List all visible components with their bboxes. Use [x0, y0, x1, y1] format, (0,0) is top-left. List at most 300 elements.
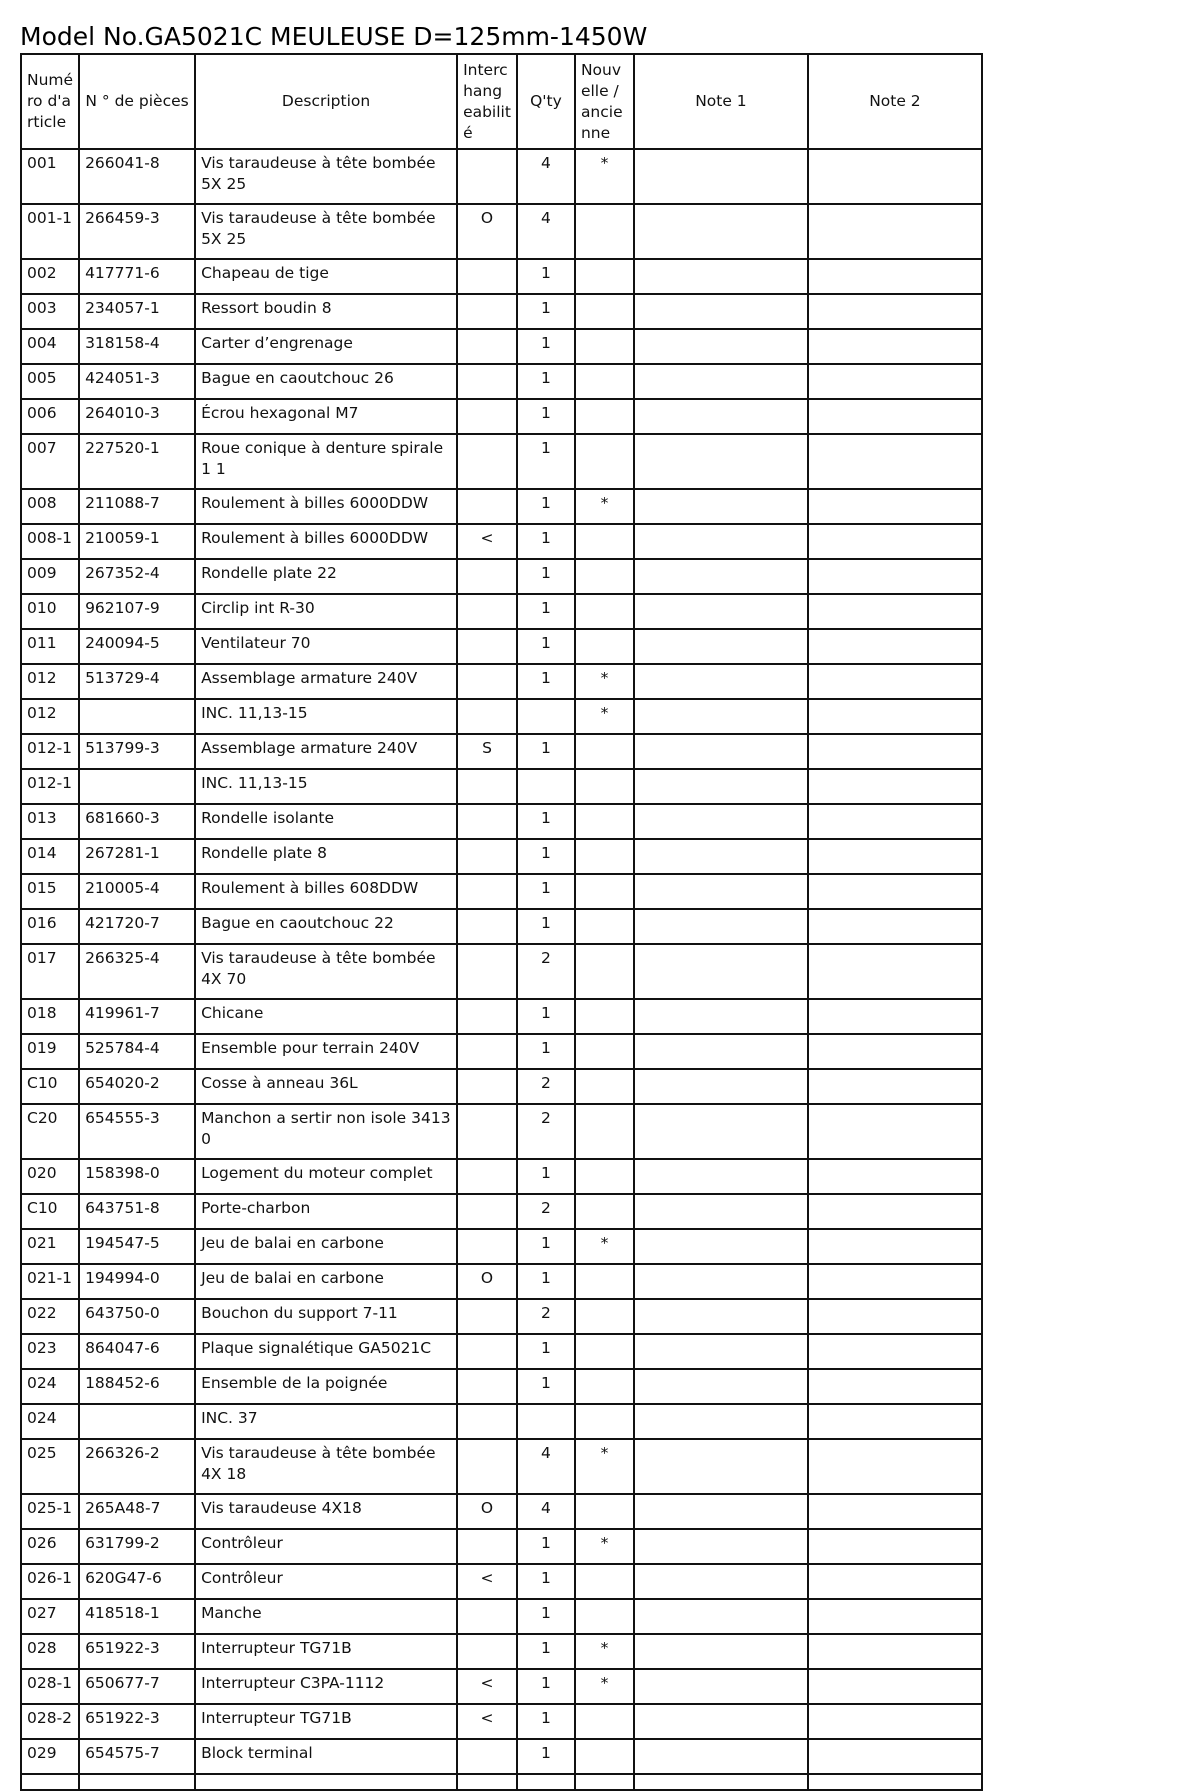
cell-item-no: 008 [21, 489, 79, 524]
cell-description: INC. 11,13-15 [195, 769, 457, 804]
cell-new-old [575, 1369, 634, 1404]
cell-interchangeability [457, 1529, 517, 1564]
cell-description: Roulement à billes 608DDW [195, 874, 457, 909]
table-row [21, 1529, 982, 1564]
cell-part-no: 421720-7 [79, 909, 195, 944]
cell-interchangeability [457, 1599, 517, 1634]
cell-description: Jeu de balai en carbone [195, 1229, 457, 1264]
cell-qty: 1 [517, 1229, 575, 1264]
cell-note2 [808, 204, 982, 259]
cell-interchangeability [457, 329, 517, 364]
cell-note1 [634, 1229, 808, 1264]
cell-part-no [79, 1404, 195, 1439]
cell-item-no: 028 [21, 1634, 79, 1669]
cell-interchangeability [457, 999, 517, 1034]
cell-note1 [634, 804, 808, 839]
cell-part-no: 651922-3 [79, 1634, 195, 1669]
cell-item-no: 026-1 [21, 1564, 79, 1599]
cell-interchangeability [457, 629, 517, 664]
cell-note2 [808, 364, 982, 399]
cell-new-old [575, 1034, 634, 1069]
cell-interchangeability: O [457, 1264, 517, 1299]
cell-part-no: 267352-4 [79, 559, 195, 594]
cell-new-old [575, 259, 634, 294]
cell-part-no: 158398-0 [79, 1159, 195, 1194]
cell-new-old: * [575, 1529, 634, 1564]
cell-interchangeability [457, 1229, 517, 1264]
cell-item-no: 019 [21, 1034, 79, 1069]
cell-qty: 1 [517, 329, 575, 364]
cell-interchangeability [457, 909, 517, 944]
cell-qty: 2 [517, 1299, 575, 1334]
empty-cell [457, 1774, 517, 1790]
cell-qty: 1 [517, 1034, 575, 1069]
cell-interchangeability [457, 944, 517, 999]
cell-description: Roue conique à denture spirale 1 1 [195, 434, 457, 489]
cell-note2 [808, 1299, 982, 1334]
table-row [21, 1369, 982, 1404]
cell-item-no: 028-2 [21, 1704, 79, 1739]
cell-part-no: 194547-5 [79, 1229, 195, 1264]
cell-description: Chapeau de tige [195, 259, 457, 294]
cell-new-old: * [575, 1669, 634, 1704]
cell-part-no: 620G47-6 [79, 1564, 195, 1599]
cell-note1 [634, 909, 808, 944]
cell-note1 [634, 1034, 808, 1069]
cell-new-old [575, 1194, 634, 1229]
cell-part-no: 513729-4 [79, 664, 195, 699]
cell-interchangeability: < [457, 1669, 517, 1704]
cell-new-old: * [575, 149, 634, 204]
cell-qty: 1 [517, 1159, 575, 1194]
cell-note1 [634, 259, 808, 294]
cell-part-no: 266041-8 [79, 149, 195, 204]
cell-item-no: 018 [21, 999, 79, 1034]
col-header-note2: Note 2 [808, 54, 982, 149]
cell-qty: 1 [517, 559, 575, 594]
cell-interchangeability [457, 1739, 517, 1774]
cell-new-old [575, 874, 634, 909]
cell-interchangeability: O [457, 1494, 517, 1529]
table-row [21, 1404, 982, 1439]
cell-item-no: 024 [21, 1369, 79, 1404]
cell-note1 [634, 1439, 808, 1494]
cell-description: Block terminal [195, 1739, 457, 1774]
cell-note2 [808, 559, 982, 594]
cell-new-old [575, 1334, 634, 1369]
cell-part-no: 417771-6 [79, 259, 195, 294]
table-header-row [21, 54, 982, 149]
cell-item-no: 013 [21, 804, 79, 839]
cell-part-no: 643751-8 [79, 1194, 195, 1229]
cell-interchangeability [457, 699, 517, 734]
cell-interchangeability [457, 664, 517, 699]
cell-note2 [808, 1599, 982, 1634]
cell-new-old [575, 839, 634, 874]
table-row [21, 1564, 982, 1599]
cell-note1 [634, 434, 808, 489]
cell-description: Chicane [195, 999, 457, 1034]
cell-description: Interrupteur TG71B [195, 1634, 457, 1669]
cell-description: Rondelle plate 22 [195, 559, 457, 594]
cell-new-old [575, 804, 634, 839]
empty-cell [21, 1774, 79, 1790]
cell-part-no: 418518-1 [79, 1599, 195, 1634]
cell-description: Contrôleur [195, 1529, 457, 1564]
cell-description: Manche [195, 1599, 457, 1634]
cell-interchangeability [457, 1634, 517, 1669]
table-row [21, 629, 982, 664]
cell-qty: 1 [517, 734, 575, 769]
col-header-item-no: Numé ro d'a rticle [21, 54, 79, 149]
cell-note2 [808, 434, 982, 489]
cell-new-old: * [575, 1439, 634, 1494]
table-row [21, 1599, 982, 1634]
cell-note2 [808, 1634, 982, 1669]
cell-note2 [808, 629, 982, 664]
cell-interchangeability [457, 594, 517, 629]
table-row [21, 204, 982, 259]
table-row [21, 259, 982, 294]
cell-new-old [575, 769, 634, 804]
cell-new-old [575, 1264, 634, 1299]
cell-note2 [808, 1439, 982, 1494]
cell-note2 [808, 804, 982, 839]
cell-note2 [808, 1104, 982, 1159]
cell-new-old [575, 1704, 634, 1739]
cell-description: Ventilateur 70 [195, 629, 457, 664]
cell-new-old [575, 1159, 634, 1194]
cell-qty: 1 [517, 1704, 575, 1739]
cell-note1 [634, 1104, 808, 1159]
cell-note2 [808, 1739, 982, 1774]
cell-item-no: 009 [21, 559, 79, 594]
cell-qty: 4 [517, 1494, 575, 1529]
cell-qty: 1 [517, 839, 575, 874]
cell-description: Vis taraudeuse à tête bombée 5X 25 [195, 204, 457, 259]
table-row-partial [21, 1774, 982, 1790]
table-row [21, 1229, 982, 1264]
cell-item-no: 006 [21, 399, 79, 434]
cell-note1 [634, 874, 808, 909]
cell-interchangeability [457, 559, 517, 594]
cell-part-no: 267281-1 [79, 839, 195, 874]
cell-new-old [575, 1069, 634, 1104]
cell-item-no: 015 [21, 874, 79, 909]
cell-qty: 1 [517, 1334, 575, 1369]
cell-qty: 1 [517, 594, 575, 629]
table-row [21, 294, 982, 329]
cell-new-old [575, 594, 634, 629]
table-row [21, 664, 982, 699]
cell-note2 [808, 1334, 982, 1369]
empty-cell [634, 1774, 808, 1790]
cell-item-no: 020 [21, 1159, 79, 1194]
table-row [21, 804, 982, 839]
cell-note1 [634, 1599, 808, 1634]
cell-interchangeability: < [457, 1704, 517, 1739]
cell-note2 [808, 1034, 982, 1069]
cell-description: Cosse à anneau 36L [195, 1069, 457, 1104]
table-row [21, 909, 982, 944]
cell-new-old [575, 1404, 634, 1439]
table-row [21, 699, 982, 734]
cell-note1 [634, 999, 808, 1034]
cell-new-old [575, 1599, 634, 1634]
cell-part-no: 424051-3 [79, 364, 195, 399]
table-row [21, 524, 982, 559]
cell-part-no: 654575-7 [79, 1739, 195, 1774]
cell-note2 [808, 909, 982, 944]
cell-interchangeability [457, 1369, 517, 1404]
cell-new-old: * [575, 1634, 634, 1669]
cell-interchangeability [457, 294, 517, 329]
cell-note2 [808, 769, 982, 804]
cell-interchangeability: O [457, 204, 517, 259]
cell-description: Manchon a sertir non isole 3413 0 [195, 1104, 457, 1159]
cell-note1 [634, 1334, 808, 1369]
cell-note1 [634, 629, 808, 664]
cell-description: Rondelle isolante [195, 804, 457, 839]
cell-qty: 1 [517, 294, 575, 329]
cell-part-no [79, 769, 195, 804]
cell-interchangeability [457, 364, 517, 399]
cell-part-no: 654555-3 [79, 1104, 195, 1159]
cell-qty: 1 [517, 999, 575, 1034]
cell-description: INC. 11,13-15 [195, 699, 457, 734]
cell-part-no: 962107-9 [79, 594, 195, 629]
table-row [21, 1494, 982, 1529]
cell-note1 [634, 1159, 808, 1194]
col-header-part-no: N ° de pièces [79, 54, 195, 149]
cell-description: INC. 37 [195, 1404, 457, 1439]
cell-new-old: * [575, 489, 634, 524]
cell-note1 [634, 559, 808, 594]
table-row [21, 1069, 982, 1104]
cell-new-old: * [575, 1229, 634, 1264]
cell-qty: 1 [517, 1599, 575, 1634]
cell-item-no: C10 [21, 1069, 79, 1104]
cell-item-no: 001 [21, 149, 79, 204]
cell-new-old [575, 559, 634, 594]
cell-note1 [634, 399, 808, 434]
col-header-qty: Q'ty [517, 54, 575, 149]
cell-part-no: 234057-1 [79, 294, 195, 329]
cell-part-no: 188452-6 [79, 1369, 195, 1404]
cell-qty: 1 [517, 1564, 575, 1599]
cell-note1 [634, 1069, 808, 1104]
cell-note2 [808, 149, 982, 204]
cell-interchangeability [457, 1034, 517, 1069]
cell-part-no: 194994-0 [79, 1264, 195, 1299]
cell-interchangeability [457, 1439, 517, 1494]
cell-note1 [634, 489, 808, 524]
cell-description: Interrupteur C3PA-1112 [195, 1669, 457, 1704]
cell-interchangeability [457, 489, 517, 524]
cell-item-no: 011 [21, 629, 79, 664]
cell-qty: 1 [517, 1669, 575, 1704]
cell-description: Écrou hexagonal M7 [195, 399, 457, 434]
cell-part-no: 227520-1 [79, 434, 195, 489]
cell-note1 [634, 1704, 808, 1739]
cell-note2 [808, 329, 982, 364]
cell-item-no: 026 [21, 1529, 79, 1564]
cell-note1 [634, 1739, 808, 1774]
cell-note1 [634, 699, 808, 734]
parts-table [20, 53, 983, 1791]
cell-interchangeability [457, 804, 517, 839]
empty-cell [517, 1774, 575, 1790]
cell-item-no: 021 [21, 1229, 79, 1264]
cell-description: Interrupteur TG71B [195, 1704, 457, 1739]
cell-item-no: 004 [21, 329, 79, 364]
col-header-note1: Note 1 [634, 54, 808, 149]
cell-new-old: * [575, 699, 634, 734]
cell-part-no: 419961-7 [79, 999, 195, 1034]
cell-item-no: 003 [21, 294, 79, 329]
cell-note2 [808, 1529, 982, 1564]
cell-new-old [575, 524, 634, 559]
cell-item-no: 002 [21, 259, 79, 294]
cell-item-no: 016 [21, 909, 79, 944]
cell-new-old [575, 1564, 634, 1599]
cell-item-no: 025-1 [21, 1494, 79, 1529]
cell-note2 [808, 1669, 982, 1704]
cell-note1 [634, 1194, 808, 1229]
cell-new-old [575, 399, 634, 434]
cell-interchangeability [457, 1194, 517, 1229]
cell-note2 [808, 874, 982, 909]
cell-qty: 2 [517, 1104, 575, 1159]
cell-note2 [808, 1069, 982, 1104]
table-row [21, 1299, 982, 1334]
cell-item-no: 024 [21, 1404, 79, 1439]
cell-interchangeability [457, 1159, 517, 1194]
cell-qty: 1 [517, 1529, 575, 1564]
cell-note2 [808, 399, 982, 434]
table-row [21, 1669, 982, 1704]
cell-item-no: 012-1 [21, 734, 79, 769]
cell-description: Ensemble de la poignée [195, 1369, 457, 1404]
cell-part-no: 211088-7 [79, 489, 195, 524]
table-row [21, 1194, 982, 1229]
table-row [21, 364, 982, 399]
cell-description: Logement du moteur complet [195, 1159, 457, 1194]
cell-new-old [575, 1299, 634, 1334]
cell-note1 [634, 769, 808, 804]
cell-interchangeability [457, 149, 517, 204]
cell-note1 [634, 1564, 808, 1599]
cell-part-no: 650677-7 [79, 1669, 195, 1704]
cell-part-no: 266325-4 [79, 944, 195, 999]
cell-part-no: 525784-4 [79, 1034, 195, 1069]
cell-description: Assemblage armature 240V [195, 664, 457, 699]
cell-qty: 1 [517, 259, 575, 294]
cell-qty: 1 [517, 434, 575, 489]
table-row [21, 399, 982, 434]
cell-new-old [575, 944, 634, 999]
cell-description: Assemblage armature 240V [195, 734, 457, 769]
cell-description: Jeu de balai en carbone [195, 1264, 457, 1299]
cell-item-no: 014 [21, 839, 79, 874]
cell-qty: 1 [517, 524, 575, 559]
cell-qty [517, 1404, 575, 1439]
cell-qty: 1 [517, 1264, 575, 1299]
cell-interchangeability [457, 1069, 517, 1104]
cell-note1 [634, 294, 808, 329]
table-row [21, 999, 982, 1034]
cell-qty: 2 [517, 1069, 575, 1104]
table-row [21, 329, 982, 364]
cell-item-no: 001-1 [21, 204, 79, 259]
cell-note2 [808, 1229, 982, 1264]
cell-item-no: 028-1 [21, 1669, 79, 1704]
cell-part-no: 631799-2 [79, 1529, 195, 1564]
cell-qty: 1 [517, 364, 575, 399]
cell-qty [517, 769, 575, 804]
table-row [21, 1739, 982, 1774]
cell-new-old [575, 1739, 634, 1774]
cell-part-no [79, 699, 195, 734]
cell-interchangeability [457, 1299, 517, 1334]
cell-note2 [808, 1704, 982, 1739]
table-row [21, 1634, 982, 1669]
cell-description: Vis taraudeuse 4X18 [195, 1494, 457, 1529]
cell-interchangeability: < [457, 524, 517, 559]
cell-qty: 4 [517, 204, 575, 259]
cell-description: Vis taraudeuse à tête bombée 5X 25 [195, 149, 457, 204]
cell-new-old [575, 364, 634, 399]
cell-qty [517, 699, 575, 734]
cell-qty: 1 [517, 874, 575, 909]
cell-note2 [808, 1159, 982, 1194]
cell-part-no: 651922-3 [79, 1704, 195, 1739]
cell-description: Bague en caoutchouc 26 [195, 364, 457, 399]
col-header-description: Description [195, 54, 457, 149]
cell-part-no: 266459-3 [79, 204, 195, 259]
cell-item-no: 027 [21, 1599, 79, 1634]
cell-description: Roulement à billes 6000DDW [195, 489, 457, 524]
table-row [21, 1264, 982, 1299]
cell-new-old [575, 1494, 634, 1529]
cell-note2 [808, 489, 982, 524]
cell-part-no: 681660-3 [79, 804, 195, 839]
cell-item-no: 017 [21, 944, 79, 999]
empty-cell [575, 1774, 634, 1790]
cell-note1 [634, 1529, 808, 1564]
cell-qty: 1 [517, 489, 575, 524]
cell-item-no: 022 [21, 1299, 79, 1334]
cell-new-old [575, 1104, 634, 1159]
table-row [21, 1334, 982, 1369]
cell-item-no: 021-1 [21, 1264, 79, 1299]
table-row [21, 1439, 982, 1494]
cell-note1 [634, 944, 808, 999]
cell-note2 [808, 944, 982, 999]
cell-note1 [634, 1369, 808, 1404]
cell-part-no: 210005-4 [79, 874, 195, 909]
table-row [21, 1159, 982, 1194]
cell-new-old [575, 204, 634, 259]
cell-note1 [634, 664, 808, 699]
cell-qty: 4 [517, 1439, 575, 1494]
cell-note2 [808, 1194, 982, 1229]
empty-cell [79, 1774, 195, 1790]
cell-description: Carter d’engrenage [195, 329, 457, 364]
cell-note2 [808, 1494, 982, 1529]
cell-interchangeability [457, 399, 517, 434]
cell-description: Ressort boudin 8 [195, 294, 457, 329]
